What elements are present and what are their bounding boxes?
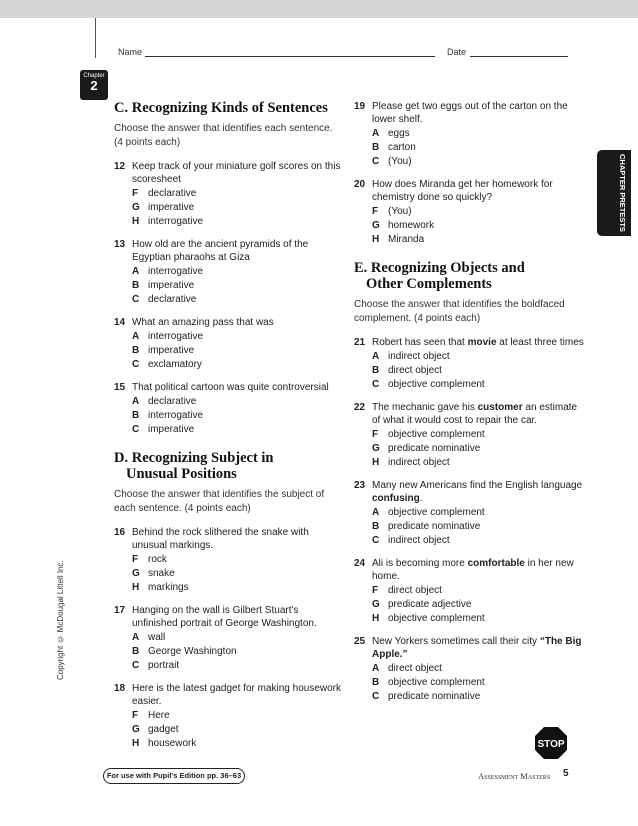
answer-option xyxy=(114,567,344,580)
question-stem xyxy=(114,316,344,329)
question-number: 21 xyxy=(354,337,366,348)
question-stem xyxy=(354,401,584,427)
question-number: 12 xyxy=(114,161,126,172)
answer-option xyxy=(114,358,344,371)
option-text: eggs xyxy=(388,128,410,139)
question-stem xyxy=(354,635,584,661)
answer-option xyxy=(354,676,584,689)
option-letter: A xyxy=(372,128,380,139)
answer-option xyxy=(354,662,584,675)
question-item xyxy=(354,336,584,391)
option-text: declarative xyxy=(148,396,197,407)
boldfaced-complement: movie xyxy=(467,337,497,348)
option-text: (You) xyxy=(388,156,412,167)
right-column xyxy=(354,100,584,713)
option-text: declarative xyxy=(148,294,197,305)
question-number: 22 xyxy=(354,402,366,413)
question-stem xyxy=(354,479,584,505)
option-letter: C xyxy=(372,535,380,546)
question-stem xyxy=(354,557,584,583)
option-text: predicate nominative xyxy=(388,443,481,454)
question-stem xyxy=(354,100,584,126)
option-letter: C xyxy=(372,379,380,390)
option-text: direct object xyxy=(388,663,442,674)
option-text: predicate adjective xyxy=(388,599,472,610)
answer-option xyxy=(114,723,344,736)
answer-option xyxy=(354,584,584,597)
option-text: indirect object xyxy=(388,351,450,362)
option-letter: G xyxy=(372,443,380,454)
option-text: wall xyxy=(148,632,166,643)
stop-sign-text: STOP xyxy=(537,739,565,750)
question-text: The mechanic gave his customer an estimate of what it would cost to repair the car. xyxy=(372,402,578,426)
answer-option xyxy=(354,506,584,519)
question-number: 24 xyxy=(354,558,366,569)
question-item xyxy=(354,479,584,547)
option-letter: F xyxy=(372,585,379,596)
answer-option xyxy=(114,201,344,214)
answer-option xyxy=(354,534,584,547)
answer-option xyxy=(114,645,344,658)
question-text: How does Miranda get her homework for chemistry done so quickly? xyxy=(372,179,553,203)
option-text: predicate nominative xyxy=(388,691,481,702)
answer-option xyxy=(114,187,344,200)
option-text: imperative xyxy=(148,424,195,435)
boldfaced-complement: customer xyxy=(477,402,523,413)
footer-assessment-masters: Assessment Masters xyxy=(478,771,551,781)
question-number: 16 xyxy=(114,527,126,538)
question-stem xyxy=(114,604,344,630)
answer-option xyxy=(354,428,584,441)
answer-option xyxy=(354,456,584,469)
side-tab-label: CHAPTER PRETESTS xyxy=(618,154,627,232)
option-letter: B xyxy=(372,677,380,688)
boldfaced-complement: comfortable xyxy=(467,558,525,569)
option-letter: G xyxy=(132,724,140,735)
option-text: objective complement xyxy=(388,507,485,518)
section-d-questions xyxy=(114,526,344,750)
option-letter: B xyxy=(372,365,380,376)
answer-option xyxy=(114,409,344,422)
answer-option xyxy=(354,520,584,533)
answer-option xyxy=(114,709,344,722)
name-label: Name xyxy=(118,47,143,57)
answer-option xyxy=(354,364,584,377)
header-rule xyxy=(95,18,96,58)
question-text: Please get two eggs out of the carton on the lower shelf. xyxy=(372,101,568,125)
option-letter: B xyxy=(132,345,140,356)
option-letter: F xyxy=(372,429,379,440)
page-number: 5 xyxy=(563,768,569,779)
option-text: direct object xyxy=(388,365,442,376)
option-letter: A xyxy=(132,266,140,277)
question-stem xyxy=(354,178,584,204)
answer-option xyxy=(354,350,584,363)
option-letter: B xyxy=(372,521,380,532)
answer-option xyxy=(114,423,344,436)
question-item xyxy=(354,401,584,469)
top-gray-bar xyxy=(0,0,638,18)
answer-option xyxy=(354,233,584,246)
question-text: How old are the ancient pyramids of the Egyptian pharaohs at Giza xyxy=(132,239,309,263)
option-letter: F xyxy=(132,710,139,721)
option-letter: H xyxy=(372,613,380,624)
option-letter: A xyxy=(132,396,140,407)
question-item xyxy=(114,381,344,436)
question-text: Hanging on the wall is Gilbert Stuart's unfinished portrait of George Washington. xyxy=(132,605,317,629)
option-text: imperative xyxy=(148,202,195,213)
answer-option xyxy=(354,219,584,232)
question-item xyxy=(354,178,584,246)
option-text: direct object xyxy=(388,585,442,596)
option-letter: A xyxy=(372,351,380,362)
question-item xyxy=(114,604,344,672)
boldfaced-complement: confusing xyxy=(372,493,420,504)
chapter-badge xyxy=(80,70,108,100)
option-letter: H xyxy=(372,234,380,245)
option-text: gadget xyxy=(148,724,179,735)
option-text: carton xyxy=(388,142,416,153)
option-text: Miranda xyxy=(388,234,425,245)
question-stem xyxy=(114,526,344,552)
question-item xyxy=(354,557,584,625)
left-column xyxy=(114,100,344,760)
section-c-questions xyxy=(114,160,344,436)
option-text: interrogative xyxy=(148,331,204,342)
section-d-title: D. Recognizing Subject in Unusual Positions xyxy=(114,450,274,482)
chapter-label: Chapter xyxy=(83,73,105,79)
question-text: Ali is becoming more comfortable in her new home. xyxy=(372,558,574,582)
question-item xyxy=(354,635,584,703)
question-number: 17 xyxy=(114,605,126,616)
question-stem xyxy=(354,336,584,349)
option-text: housework xyxy=(148,738,197,749)
answer-option xyxy=(354,141,584,154)
option-letter: H xyxy=(132,582,140,593)
question-number: 15 xyxy=(114,382,126,393)
chapter-number: 2 xyxy=(90,78,98,93)
question-text: Behind the rock slithered the snake with unusual markings. xyxy=(132,527,309,551)
option-text: snake xyxy=(148,568,175,579)
option-text: objective complement xyxy=(388,613,485,624)
option-text: indirect object xyxy=(388,457,450,468)
answer-option xyxy=(114,395,344,408)
question-number: 20 xyxy=(354,179,366,190)
option-letter: G xyxy=(372,599,380,610)
answer-option xyxy=(114,659,344,672)
option-letter: H xyxy=(372,457,380,468)
option-letter: C xyxy=(372,156,380,167)
question-stem xyxy=(114,160,344,186)
question-number: 25 xyxy=(354,636,366,647)
option-text: indirect object xyxy=(388,535,450,546)
option-text: rock xyxy=(148,554,167,565)
question-text: That political cartoon was quite controversial xyxy=(132,382,329,393)
boldfaced-complement: “The Big Apple.” xyxy=(372,636,582,660)
option-text: predicate nominative xyxy=(388,521,481,532)
answer-option xyxy=(354,205,584,218)
option-text: interrogative xyxy=(148,266,204,277)
answer-option xyxy=(354,690,584,703)
option-letter: A xyxy=(372,507,380,518)
option-letter: F xyxy=(372,206,379,217)
question-stem xyxy=(114,682,344,708)
answer-option xyxy=(354,378,584,391)
option-text: imperative xyxy=(148,345,195,356)
option-letter: G xyxy=(132,202,140,213)
answer-option xyxy=(354,127,584,140)
date-field-line xyxy=(470,56,568,57)
name-field-line xyxy=(145,56,435,57)
question-text: Robert has seen that movie at least three times xyxy=(372,337,584,348)
question-item xyxy=(114,238,344,306)
answer-option xyxy=(114,215,344,228)
question-item xyxy=(114,682,344,750)
question-number: 23 xyxy=(354,480,366,491)
option-letter: A xyxy=(132,632,140,643)
section-e-instructions: Choose the answer that identifies the boldfaced complement. (4 points each) xyxy=(354,299,565,324)
section-d-instructions: Choose the answer that identifies the subject of each sentence. (4 points each) xyxy=(114,489,325,514)
copyright-notice: Copyright © McDougal Littell Inc. xyxy=(56,560,65,680)
option-text: objective complement xyxy=(388,677,485,688)
option-letter: C xyxy=(132,660,140,671)
question-item xyxy=(354,100,584,168)
option-letter: B xyxy=(132,280,140,291)
answer-option xyxy=(114,737,344,750)
answer-option xyxy=(114,581,344,594)
option-text: declarative xyxy=(148,188,197,199)
option-text: objective complement xyxy=(388,379,485,390)
option-text: portrait xyxy=(148,660,180,671)
question-item xyxy=(114,160,344,228)
section-e-questions xyxy=(354,336,584,703)
question-stem xyxy=(114,381,344,394)
option-text: objective complement xyxy=(388,429,485,440)
option-letter: C xyxy=(132,424,140,435)
option-letter: C xyxy=(132,359,140,370)
answer-option xyxy=(114,293,344,306)
question-text: What an amazing pass that was xyxy=(132,317,274,328)
stop-sign-icon xyxy=(534,726,568,760)
option-letter: A xyxy=(372,663,380,674)
answer-option xyxy=(114,631,344,644)
question-item xyxy=(114,316,344,371)
option-text: markings xyxy=(148,582,189,593)
option-text: exclamatory xyxy=(148,359,202,370)
option-letter: H xyxy=(132,738,140,749)
option-letter: F xyxy=(132,188,139,199)
answer-option xyxy=(114,279,344,292)
option-letter: A xyxy=(132,331,140,342)
option-text: interrogative xyxy=(148,216,204,227)
option-text: George Washington xyxy=(148,646,237,657)
option-text: Here xyxy=(148,710,170,721)
question-text: Here is the latest gadget for making housework easier. xyxy=(132,683,341,707)
option-letter: B xyxy=(372,142,380,153)
option-text: homework xyxy=(388,220,435,231)
question-text: New Yorkers sometimes call their city “The Big Apple.” xyxy=(372,636,582,660)
answer-option xyxy=(114,330,344,343)
question-text: Many new Americans find the English language confusing. xyxy=(372,480,583,504)
answer-option xyxy=(354,612,584,625)
section-c-title: C. Recognizing Kinds of Sentences xyxy=(114,100,328,116)
section-e-title: E. Recognizing Objects and Other Complements xyxy=(354,260,525,292)
option-text: imperative xyxy=(148,280,195,291)
question-item xyxy=(114,526,344,594)
option-letter: B xyxy=(132,646,140,657)
option-letter: C xyxy=(372,691,380,702)
question-stem xyxy=(114,238,344,264)
date-label: Date xyxy=(447,47,467,57)
option-text: (You) xyxy=(388,206,412,217)
chapter-pretests-tab xyxy=(597,150,631,236)
footer-pupil-edition: For use with Pupil's Edition pp. 36–63 xyxy=(103,768,245,784)
answer-option xyxy=(354,442,584,455)
section-d-questions-continued xyxy=(354,100,584,246)
option-letter: H xyxy=(132,216,140,227)
question-number: 14 xyxy=(114,317,126,328)
question-number: 13 xyxy=(114,239,126,250)
option-letter: G xyxy=(372,220,380,231)
question-number: 19 xyxy=(354,101,366,112)
answer-option xyxy=(354,598,584,611)
answer-option xyxy=(354,155,584,168)
question-number: 18 xyxy=(114,683,126,694)
option-letter: F xyxy=(132,554,139,565)
option-letter: C xyxy=(132,294,140,305)
option-letter: B xyxy=(132,410,140,421)
option-letter: G xyxy=(132,568,140,579)
answer-option xyxy=(114,344,344,357)
section-c-instructions: Choose the answer that identifies each sentence. (4 points each) xyxy=(114,123,333,148)
question-text: Keep track of your miniature golf scores on this scoresheet xyxy=(132,161,341,185)
option-text: interrogative xyxy=(148,410,204,421)
answer-option xyxy=(114,265,344,278)
answer-option xyxy=(114,553,344,566)
